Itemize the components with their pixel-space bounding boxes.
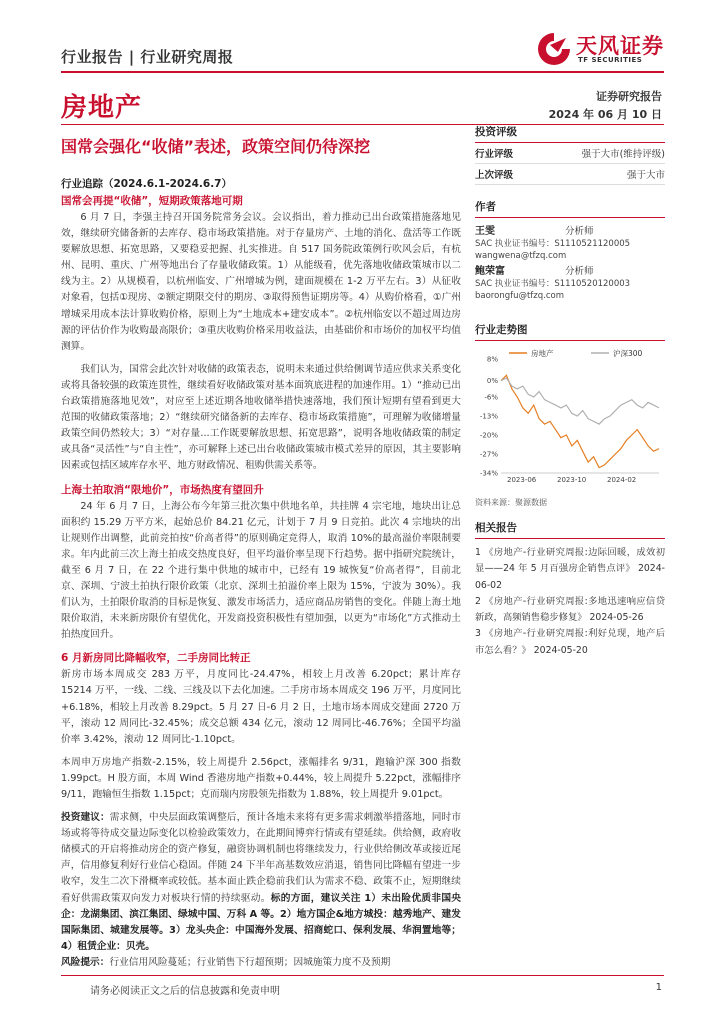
related-reports: [475, 545, 665, 659]
y-tick-label: -34%: [479, 469, 498, 478]
section-title-3: 6 月新房同比降幅收窄，二手房同比转正: [61, 652, 251, 665]
risk-warning: [61, 955, 461, 971]
prev-rating-label: 上次评级: [475, 170, 514, 181]
paragraph-1: 6 月 7 日，李强主持召开国务院常务会议。会议指出，着力推动已出台政策措施落地见效，继续研究储备新的去库存、稳市场政策措施。对于存量房产、土地的消化、盘活等工作既要解放思想、拓宽思路，又要稳妥把握、扎实推进。自 517 国务院政策例行吹风会后，有杭州、昆明、重庆、广州等地出台了存量收储政策。1）从能级看，优先落地收储政策城市以二线为主。2）从规模看，以杭州临安、广州增城为例，建面规模在 1-2 万平左右。3）从征收对象看，包括①现房、②额定期限交付的期房、③取得预售证期房等。4）从购价格看，①广州增城采用成本法计算收购价格，原则上为“土地成本+建安成本”。②杭州临安以不超过周边房源的评估价作为收购最高限价；③重庆收购价格采用收益法，由基础价和市场价的加权平均值测算。: [61, 212, 461, 352]
risk-body: 行业信用风险蔓延；行业销售下行超预期；因城施策力度不及预期: [109, 956, 391, 968]
section-title-2: 上海土拍取消“限地价”，市场热度有望回升: [61, 483, 264, 496]
x-tick-label: 2023-06: [507, 476, 537, 484]
author-2-email[interactable]: baorongfu@tfzq.com: [475, 291, 565, 301]
paragraph-3: 24 年 6 月 7 日，上海公布今年第三批次集中供地名单，共挂牌 4 宗宅地，地块出让总面积约 15.29 万平方米，起始总价 84.21 亿元，计划于 7 月 9 日竞拍。此次 4 宗地块的出让规则作出调整，此前竞拍按“价高者得”的原则确定竞得人，取消 10%的最高溢价率限制要求。年内此前三次上海土拍成交热度良好，但平均溢价率呈现下行趋势。据中指研究院统计，截至 6 月 7 日，在 22 个进行集中供地的城市中，已经有 19 城恢复“价高者得”，目前北京、深圳、宁波土拍执行限价政策（北京、深圳土拍溢价率上限为 15%，宁波为 30%）。我们认为，土拍限价取消的目标是恢复、激发市场活力，适应商品房销售的变化。伴随上海土地限价取消，未来新房限价有望优化，开发商投资积极性有望加强，以更为“市场化”方式推动土拍热度回升。: [61, 500, 461, 641]
y-tick-label: -27%: [479, 450, 498, 459]
author-2: [475, 266, 665, 302]
prev-rating-value: 强于大市: [626, 170, 665, 181]
logo-text-en: TF SECURITIES: [578, 56, 643, 64]
x-tick-label: 2024-02: [607, 476, 637, 484]
y-tick-label: -13%: [479, 412, 498, 421]
advice-label: 投资建议：: [61, 812, 110, 824]
y-tick-label: -20%: [479, 431, 498, 440]
series-line-csi300: [501, 378, 659, 424]
related-report-2[interactable]: 2 《房地产-行业研究周报:多地迅速响应信贷新政，高频销售稳步修复》 2024-05-26: [475, 595, 665, 624]
x-tick-label: 2023-10: [557, 476, 587, 484]
related-report-3[interactable]: 3 《房地产-行业研究周报:利好兑现，地产后市怎么看？》 2024-05-20: [475, 628, 665, 656]
industry-rating-row: [475, 143, 665, 164]
paragraph-2: 我们认为，国常会此次针对收储的政策表态，说明未来通过供给侧调节适应供求关系变化或将具备较强的政策连贯性，继续看好收储政策对基本面筑底进程的加速作用。1）“推动已出台政策措施落地见效”，对应至上述近期各地收储举措快速落地，我们预计短期有望看到更大范围的收储政策落地；2）“继续研究储备新的去库存、稳市场政策措施”，可理解为收储增量政策空间仍然较大；3）“对存量...工作既要解放思想、拓宽思路”，说明各地收储政策的制定或具备“灵活性”与“自主性”，亦可解释上述已出台收储政策城市模式差异的原因，其主要影响因素或包括区域库存水平、地方财政情况、租购供需关系等。: [61, 363, 461, 472]
investment-advice: [61, 810, 461, 955]
author-2-cert: SAC 执业证书编号：S1110520120003: [475, 279, 631, 289]
advice-body: 需求侧，中央层面政策调整后，预计各地未来将有更多需求刺激举措落地，同时市场或将等待成交量边际变化以检验政策效力，在此期间博弈行情或有望延续。供给侧，政府收储模式的开启将推动房企的资产修复，融资协调机制也将继续发力，行业供给侧改革或接近尾声，信用修复利好行业信心稳固。伴随 24 下半年高基数效应消退，销售同比降幅有望进一步收窄，发生二次下滑概率或较低。基本面止跌企稳前我们认为需求不稳、政策不止，短期继续看好供需政策双向发力对板块行情的持续驱动。: [61, 812, 462, 904]
related-title: 相关报告: [475, 520, 665, 539]
prev-rating-row: [475, 164, 665, 185]
industry-rating-label: 行业评级: [475, 149, 514, 160]
author-1-role: 分析师: [565, 226, 594, 237]
report-headline: 国常会强化“收储”表述，政策空间仍待深挖: [61, 137, 371, 156]
logo-text-cn: 天风证券: [576, 34, 664, 58]
risk-label: 风险提示：: [61, 956, 110, 968]
y-tick-label: 8%: [486, 355, 498, 364]
disclaimer[interactable]: 请务必阅读正文之后的信息披露和免责申明: [90, 986, 280, 997]
main-content: [61, 176, 461, 971]
advice-recommendation: 标的方面，建议关注 1）未出险优质非国央企：龙湖集团、滨江集团、绿城中国、万科 A 等。2）地方国企&地方城投：越秀地产、建发国际集团、城建发展等。3）龙头央企：中国海外发展、招商蛇口、保利发展、华润置地等；4）租赁企业：贝壳。: [61, 892, 461, 952]
page-number: 1: [655, 982, 662, 993]
header-divider: [61, 71, 664, 73]
footer-divider: [61, 975, 664, 976]
report-type: 证券研究报告: [596, 90, 662, 103]
y-tick-label: 0%: [486, 377, 498, 386]
author-1-cert: SAC 执业证书编号：S1110521120005: [475, 239, 631, 249]
report-date: 2024 年 06 月 10 日: [548, 108, 662, 121]
sidebar: [475, 124, 665, 659]
company-logo: [536, 30, 668, 66]
report-category: 行业报告 | 行业研究周报: [61, 48, 234, 66]
trend-chart-svg: [475, 345, 665, 495]
related-report-1[interactable]: 1 《房地产-行业研究周报:边际回暖，成效初显——24 年 5 月百强房企销售点评》 2024-06-02: [475, 547, 665, 591]
logo-mark-icon: [536, 32, 572, 66]
author-2-role: 分析师: [565, 266, 594, 277]
industry-title: 房地产: [61, 93, 143, 123]
author-1-name: 王雯: [475, 226, 495, 237]
paragraph-5: 本周申万房地产指数-2.15%，较上周提升 2.56pct，涨幅排名 9/31，跑输沪深 300 指数 1.99pct。H 股方面，本周 Wind 香港房地产指数+0.44%，较上周提升 5.22pct，涨幅排序 9/11，跑输恒生指数 1.15pct；克而瑞内房股领先指数为 1.88%，较上周提升 9.01pct。: [61, 756, 461, 800]
section-title-1: 国常会再提“收储”，短期政策落地可期: [61, 195, 243, 207]
author-1: [475, 226, 665, 262]
trend-title: 行业走势图: [475, 322, 665, 341]
author-1-email[interactable]: wangwena@tfzq.com: [475, 251, 567, 261]
legend-label: 房地产: [531, 349, 554, 358]
trend-chart: [475, 345, 665, 495]
author-title: 作者: [475, 199, 665, 218]
chart-source: 资料来源：聚源数据: [475, 498, 547, 507]
tracking-title: 行业追踪（2024.6.1-2024.6.7）: [61, 178, 232, 190]
legend-label: 沪深300: [613, 349, 643, 358]
rating-title: 投资评级: [475, 124, 665, 143]
author-2-name: 鲍荣富: [475, 266, 505, 277]
y-tick-label: -6%: [484, 393, 498, 402]
paragraph-4: 新房市场本周成交 283 万平，月度同比-24.47%，相较上月改善 6.20pct；累计库存 15214 万平，一线、二线、三线及以下去化加速。二手房市场本周成交 196 万平，月度同比+6.18%，相较上月改善 8.29pct。5 月 27 日-6 月 2 日，土地市场本周成交建面 2720 万平，滚动 12 周同比-32.45%；成交总额 434 亿元，滚动 12 周同比-46.76%；全国平均溢价率 3.42%，滚动 12 周同比-1.10pct。: [61, 669, 461, 745]
industry-rating-value: 强于大市(维持评级): [581, 149, 665, 160]
